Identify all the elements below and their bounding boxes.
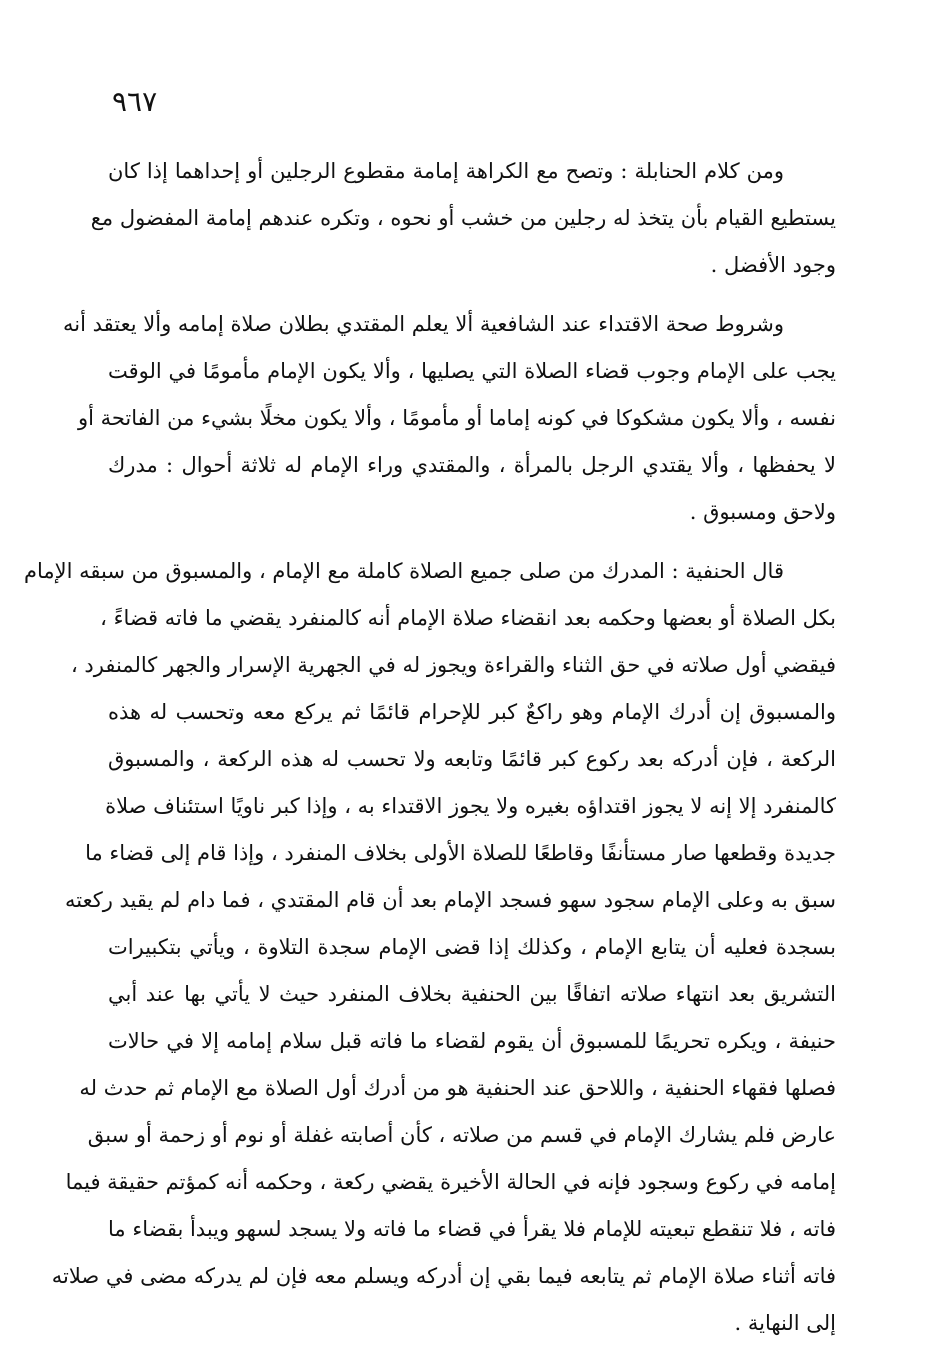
- text-line: الركعة ، فإن أدركه بعد ركوع كبر قائمًا وتابعه ولا تحسب له هذه الركعة ، والمسبوق: [108, 747, 836, 771]
- text-line: فاته ، فلا تنقطع تبعيته للإمام فلا يقرأ في قضاء ما فاته ولا يسجد لسهو ويبدأ بقضاء ما: [108, 1217, 836, 1241]
- text-line: إلى النهاية .: [734, 1311, 836, 1335]
- text-line: قال الحنفية : المدرك من صلى جميع الصلاة كاملة مع الإمام ، والمسبوق من سبقه الإمام: [24, 559, 784, 583]
- text-line: فيقضي أول صلاته في حق الثناء والقراءة ويجوز له في الجهرية الإسرار والجهر كالمنفرد ،: [70, 653, 836, 677]
- text-line: سبق به وعلى الإمام سجود سهو فسجد الإمام بعد أن قام المقتدي ، فما دام لم يقيد ركعته: [64, 888, 836, 912]
- body-text: [24, 148, 836, 1347]
- text-line: لا يحفظها ، وألا يقتدي الرجل بالمرأة ، والمقتدي وراء الإمام له ثلاثة أحوال : مدرك: [108, 453, 836, 477]
- text-line: ومن كلام الحنابلة : وتصح مع الكراهة إمامة مقطوع الرجلين أو إحداهما إذا كان: [108, 159, 784, 183]
- text-line: وشروط صحة الاقتداء عند الشافعية ألا يعلم المقتدي بطلان صلاة إمامه وألا يعتقد أنه: [63, 312, 784, 336]
- paragraph-hanabila: [90, 148, 836, 289]
- text-line: عارض فلم يشارك الإمام في قسم من صلاته ، كأن أصابته غفلة أو نوم أو زحمة أو سبق: [87, 1123, 836, 1147]
- text-line: وجود الأفضل .: [710, 253, 836, 277]
- text-line: التشريق بعد انتهاء صلاته اتفاقًا بين الحنفية بخلاف المنفرد حيث لا يأتي بها عند أبي: [108, 982, 836, 1006]
- paragraph-hanafiya: [24, 548, 836, 1347]
- page-number: ٩٦٧: [112, 85, 158, 118]
- text-line: كالمنفرد إلا إنه لا يجوز اقتداؤه بغيره ولا يجوز الاقتداء به ، وإذا كبر ناويًا استئناف صلاة: [105, 794, 836, 818]
- text-line: جديدة وقطعها صار مستأنفًا وقاطعًا للصلاة الأولى بخلاف المنفرد ، وإذا قام إلى قضاء ما: [85, 841, 836, 865]
- text-line: فصلها فقهاء الحنفية ، واللاحق عند الحنفية هو من أدرك أول الصلاة مع الإمام ثم حدث له: [79, 1076, 836, 1100]
- text-line: إمامه في ركوع وسجود فإنه في الحالة الأخيرة يقضي ركعة ، وحكمه أنه كمؤتم حقيقة فيما: [65, 1170, 836, 1194]
- text-line: والمسبوق إن أدرك الإمام وهو راكعٌ كبر للإحرام قائمًا ثم يركع معه وتحسب له هذه: [108, 700, 836, 724]
- text-line: نفسه ، وألا يكون مشكوكا في كونه إماما أو مأمومًا ، وألا يكون مخلًا بشيء من الفاتحة أو: [77, 406, 836, 430]
- text-line: يستطيع القيام بأن يتخذ له رجلين من خشب أو نحوه ، وتكره عندهم إمامة المفضول مع: [90, 206, 836, 230]
- text-line: بسجدة فعليه أن يتابع الإمام ، وكذلك إذا قضى الإمام سجدة التلاوة ، ويأتي بتكبيرات: [108, 935, 836, 959]
- text-line: فاته أثناء صلاة الإمام ثم يتابعه فيما بقي إن أدركه ويسلم معه فإن لم يدركه مضى في صلاته: [51, 1264, 836, 1288]
- text-line: ولاحق ومسبوق .: [689, 500, 836, 524]
- text-line: بكل الصلاة أو بعضها وحكمه بعد انقضاء صلاة الإمام أنه كالمنفرد يقضي ما فاته قضاءً ،: [100, 606, 836, 630]
- text-line: حنيفة ، ويكره تحريمًا للمسبوق أن يقوم لقضاء ما فاته قبل سلام إمامه إلا في حالات: [108, 1029, 836, 1053]
- paragraph-shafiiya: [63, 301, 836, 536]
- text-line: يجب على الإمام وجوب قضاء الصلاة التي يصليها ، وألا يكون الإمام مأمومًا في الوقت: [108, 359, 836, 383]
